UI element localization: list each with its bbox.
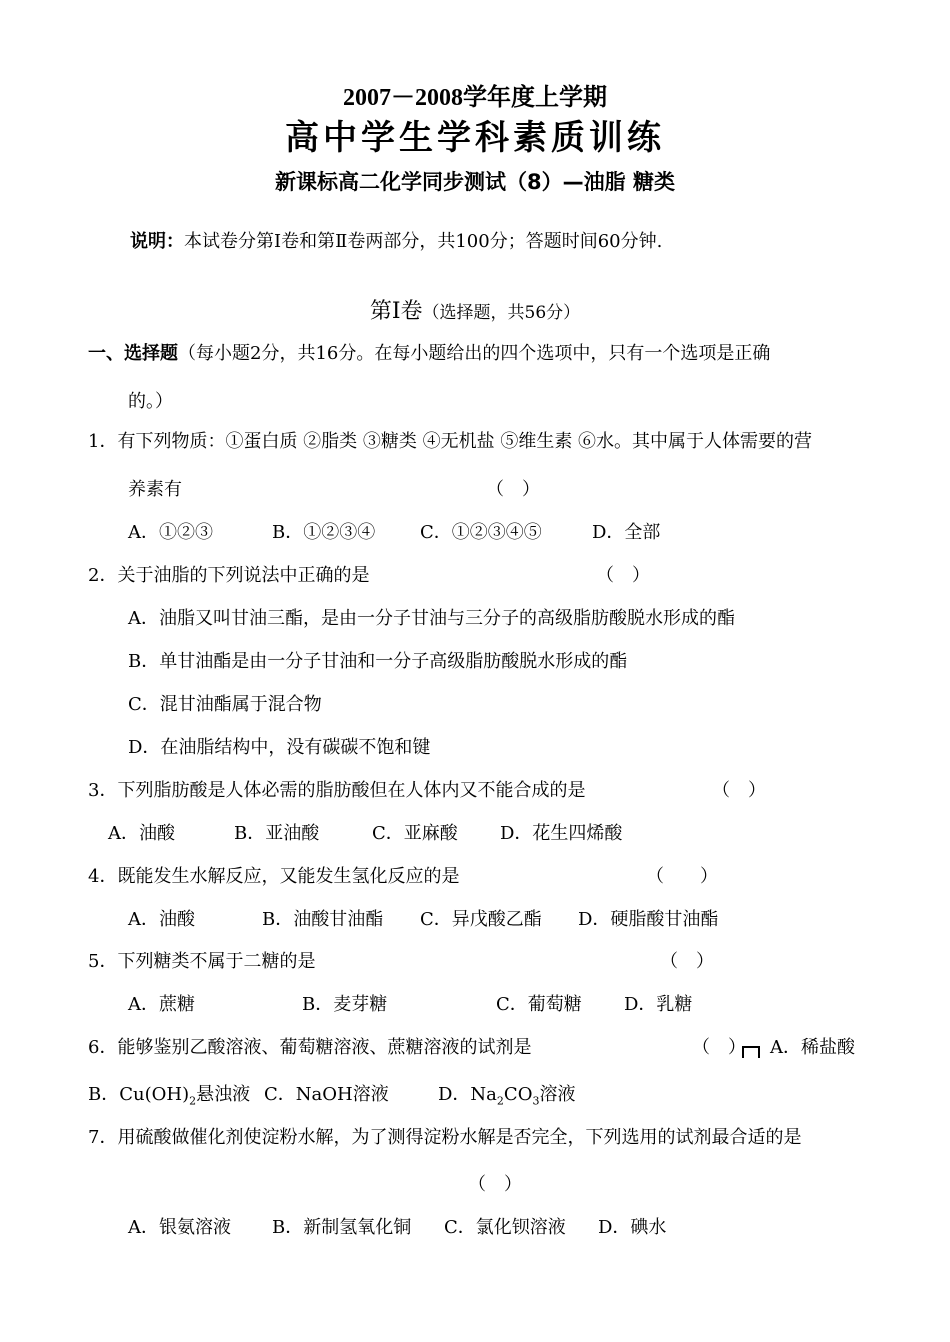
question-3-stem: 3．下列脂肪酸是人体必需的脂肪酸但在人体内又不能合成的是 [88, 780, 586, 801]
question-7-stem: 7．用硫酸做催化剂使淀粉水解，为了测得淀粉水解是否完全，下列选用的试剂最合适的是 [88, 1127, 802, 1148]
question-3-option-c: C．亚麻酸 [372, 823, 458, 844]
question-5-answer-blank[interactable]: （ ） [660, 951, 714, 972]
main-title: 高中学生学科素质训练 [285, 118, 665, 158]
section-text-line1: （每小题2分，共16分。在每小题给出的四个选项中，只有一个选项是正确 [178, 343, 771, 364]
question-7-option-c: C．氯化钡溶液 [444, 1217, 566, 1238]
note-label: 说明： [130, 231, 184, 252]
question-7-option-d: D．碘水 [598, 1217, 667, 1238]
question-2-option-b: B．单甘油酯是由一分子甘油和一分子高级脂肪酸脱水形成的酯 [128, 651, 628, 672]
question-5-option-b: B．麦芽糖 [302, 994, 388, 1015]
question-4-answer-blank[interactable]: （ ） [646, 866, 718, 887]
question-3-option-d: D．花生四烯酸 [500, 823, 623, 844]
exam-note [130, 230, 662, 254]
question-2-option-a: A．油脂又叫甘油三酯，是由一分子甘油与三分子的高级脂肪酸脱水形成的酯 [128, 608, 735, 629]
question-6-option-d: D．$Na_2CO_3$溶液 [438, 1084, 576, 1108]
question-1-stem-line2: 养素有 [128, 479, 182, 500]
question-6-stem: 6．能够鉴别乙酸溶液、葡萄糖溶液、蔗糖溶液的试剂是 [88, 1037, 532, 1058]
note-text: 本试卷分第Ⅰ卷和第Ⅱ卷两部分，共100分；答题时间60分钟. [184, 231, 663, 252]
question-7-option-a: A．银氨溶液 [128, 1217, 231, 1238]
question-1-stem-line1: 1．有下列物质：①蛋白质 ②脂类 ③糖类 ④无机盐 ⑤维生素 ⑥水。其中属于人体需要的营 [88, 431, 813, 452]
question-2-answer-blank[interactable]: （ ） [596, 565, 650, 586]
question-6-option-a: A．稀盐酸 [770, 1037, 855, 1058]
question-5-option-d: D．乳糖 [624, 994, 693, 1015]
question-3-option-a: A．油酸 [108, 823, 175, 844]
question-3-answer-blank[interactable]: （ ） [712, 780, 766, 801]
volume-heading [0, 300, 950, 325]
question-4-option-b: B．油酸甘油酯 [262, 909, 384, 930]
question-2-option-c: C．混甘油酯属于混合物 [128, 694, 322, 715]
question-5-option-a: A．蔗糖 [128, 994, 195, 1015]
question-1-option-c: C．①②③④⑤ [420, 522, 542, 543]
question-2-stem: 2．关于油脂的下列说法中正确的是 [88, 565, 370, 586]
question-1-option-b: B．①②③④ [272, 522, 376, 543]
subtitle: 新课标高二化学同步测试（8）—油脂 糖类 [275, 170, 675, 194]
section-text-line2: 的。） [128, 391, 173, 412]
question-4-stem: 4．既能发生水解反应，又能发生氢化反应的是 [88, 866, 460, 887]
question-5-option-c: C．葡萄糖 [496, 994, 582, 1015]
question-4-option-d: D．硬脂酸甘油酯 [578, 909, 719, 930]
volume-title: 第Ⅰ卷 [369, 299, 423, 324]
volume-note: （选择题，共56分） [422, 303, 581, 323]
question-1-option-a: A．①②③ [128, 522, 213, 543]
question-4-option-a: A．油酸 [128, 909, 195, 930]
question-6-answer-blank[interactable]: （ ） [692, 1037, 746, 1058]
year-line: 2007－2008学年度上学期 [343, 85, 607, 111]
section-label: 一、选择题 [88, 343, 178, 364]
question-2-option-d: D．在油脂结构中，没有碳碳不饱和键 [128, 737, 431, 758]
question-6-option-c: C．NaOH溶液 [264, 1084, 389, 1105]
question-1-option-d: D．全部 [592, 522, 661, 543]
question-7-option-b: B．新制氢氧化铜 [272, 1217, 412, 1238]
question-3-option-b: B．亚油酸 [234, 823, 320, 844]
question-6-option-b: B．$Cu(OH)_2$悬浊液 [88, 1084, 251, 1108]
question-5-stem: 5．下列糖类不属于二糖的是 [88, 951, 316, 972]
question-7-answer-blank[interactable]: （ ） [468, 1174, 522, 1195]
question-1-answer-blank[interactable]: （ ） [486, 479, 540, 500]
section-heading [88, 342, 770, 366]
question-4-option-c: C．异戊酸乙酯 [420, 909, 542, 930]
anchor-mark-icon [742, 1046, 760, 1058]
